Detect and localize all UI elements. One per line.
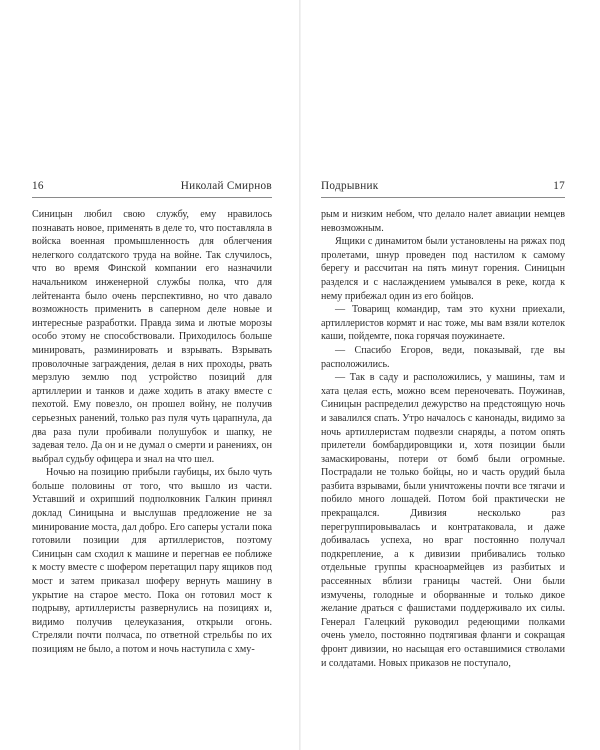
paragraph: Ящики с динамитом были установлены на ряжах под пролетами, шнур проведен под настилом к самому берегу и рассчитан на пять минут горения. Синицын разделся и с наслаждением умывался в реке, когда к нему прибежал один из его бойцов. <box>321 236 565 302</box>
right-page-body <box>321 208 565 670</box>
left-page-header <box>32 180 272 192</box>
right-page <box>301 0 600 750</box>
left-page <box>0 0 299 750</box>
left-page-body <box>32 208 272 657</box>
paragraph: рым и низким небом, что делало налет авиации немцев невозможным. <box>321 209 565 234</box>
paragraph: — Товарищ командир, там это кухни приехали, артиллеристов кормят и нас тоже, мы вам взяли котелок каши, пойдемте, пока горячая поужинаете. <box>321 304 565 343</box>
paragraph: Ночью на позицию прибыли гаубицы, их было чуть больше половины от того, что вышло из части. Уставший и охрипший подполковник Галкин принял доклад Синицына и выслушав предложение не за минирование моста, дал добро. Его саперы устали пока готовили позиции для артиллеристов, поэтому Синицын сам сходил к машине и перегнав ее поближе к мосту вместе с шофером перетащил пару ящиков под мост и затем приказал шоферу вернуть машину в укрытие на старое место. Пока он готовил мост к подрыву, артиллеристы развернулись на позициях и, видимо получив целеуказания, открыли огонь. Стреляли почти полчаса, по ответной стрельбы по их позициям не было, а потом и ночь наступила с хму- <box>32 467 272 655</box>
right-page-header <box>321 180 565 192</box>
paragraph: — Спасибо Егоров, веди, показывай, где вы расположились. <box>321 344 565 370</box>
page-number: 17 <box>553 180 565 192</box>
header-rule <box>32 197 272 198</box>
paragraph: Синицын любил свою службу, ему нравилось познавать новое, применять в деле то, что поставлялa в войска военная промышленность для облегчения нелегкого солдатского труда на войне. Так случилось, что во время Финской компании его назначили начальником инженерной службы полка, что для лейтенанта было очень перспективно, но что давало возможность применить в саперном деле новые и интересные разработки. Правда зима и лютые морозы особо этому не способствовали. Приходилось больше минировать, разминировать и взрывать. Взрывать проволочные заграждения, делая в них проходы, рвать мерзлую землю под устройство позиций для артиллерии и танков и даже ходить в атаку вместе с пехотой. Ему повезло, он прошел войну, не получив серьезных ранений, только раз пуля чуть царапнула, да два раза пули пробивали полушубок и шапку, не задевая тело. Да он и не думал о смерти и ранениях, он выбрал судьбу офицера и знал на что шел. <box>32 209 272 465</box>
paragraph: — Так в саду и расположились, у машины, там и хата целая есть, можно всем переночевать. Поужинав, Синицын распределил дежурство на предстоящую ночь и завалился спать. Утро началось с канонады, видимо за ночь артиллеристам подвезли снаряды, а потом опять прилетели бомбардировщики и, хотя позиции были замаскированы, потери от бомб были огромные. Пострадали не только бойцы, но и часть орудий была разбита взрывами, были уничтожены почти все тягачи и побило много лошадей. Потом бой практически не прекращался. Дивизия несколько раз перегруппировывалась и контратаковала, и даже добивалась успеха, но враг постоянно получал подкрепление, а к дивизии прибивались только отдельные группы красноармейцев из разбитых и рассеянных вблизи границы частей. Они были измучены, голодные и оборванные и только дикое желание драться с фашистами поддерживало их силы. Генерал Галецкий руководил редеющими полками очень умело, постоянно подтягивая фланги и сокращая фронт дивизии, но насыщая его оставшимися стволами и солдатами. Новых приказов не поступало, <box>321 372 565 669</box>
page-number: 16 <box>32 180 44 192</box>
running-head-author: Николай Смирнов <box>180 180 272 192</box>
header-rule <box>321 197 565 198</box>
running-head-title: Подрывник <box>321 180 379 192</box>
